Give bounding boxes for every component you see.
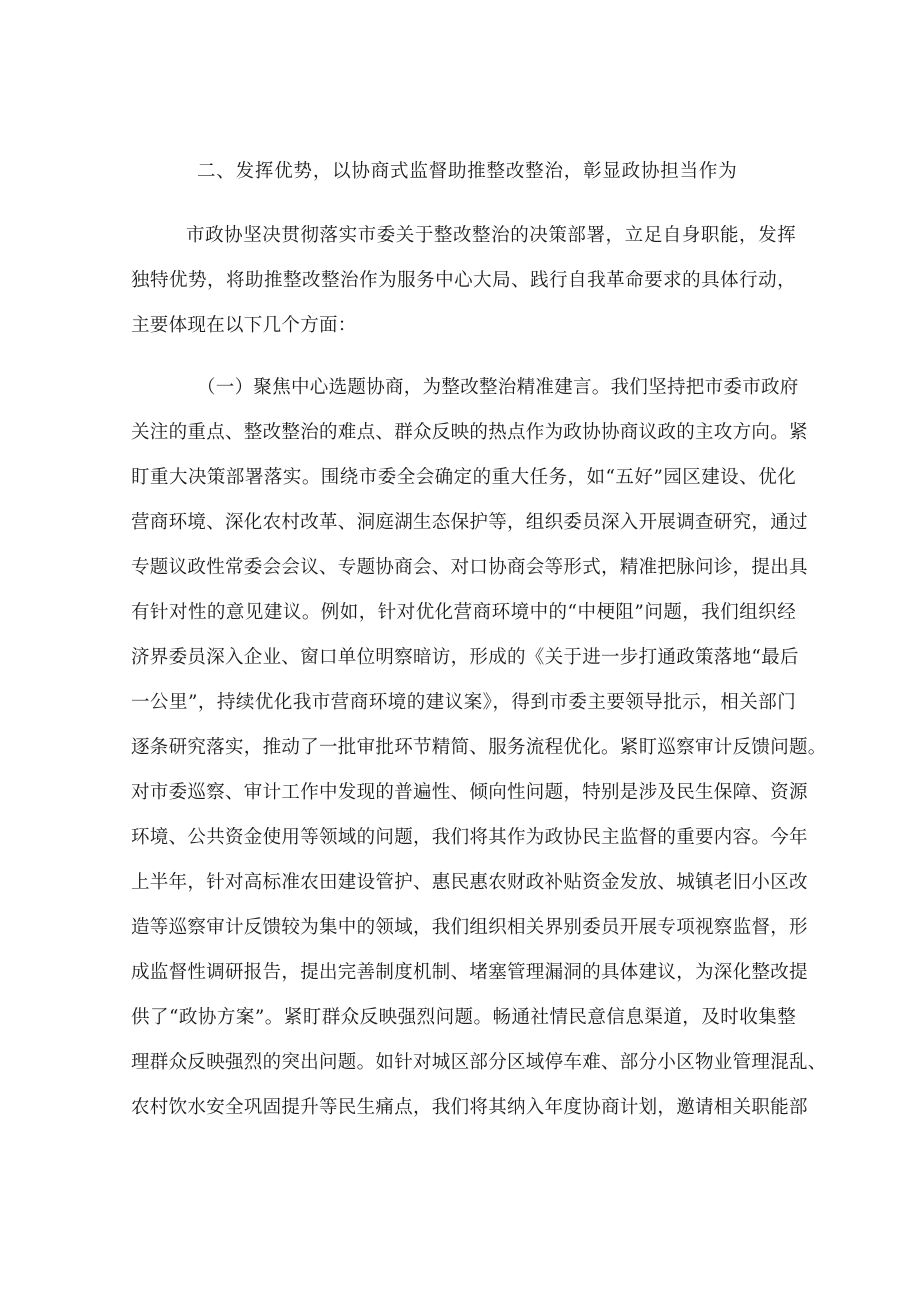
section1-line-15 — [131, 1005, 796, 1031]
section1-line-1-text: （一）聚焦中心选题协商，为整改整治精准建言。我们坚持把市委市政府 — [197, 377, 799, 398]
section1-line-13-text: 造等巡察审计反馈较为集中的领域，我们组织相关界别委员开展专项视察监督，形 — [131, 917, 808, 938]
section-heading-text: 二、发挥优势，以协商式监督助推整改整治，彰显政协担当作为 — [197, 161, 737, 182]
section1-line-9 — [131, 735, 827, 761]
section1-line-16-text: 理群众反映强烈的突出问题。如针对城区部分区域停车难、部分小区物业管理混乱、 — [131, 1052, 827, 1073]
section1-line-3-text: 盯重大决策部署落实。围绕市委全会确定的重大任务，如“五好”园区建设、优化 — [131, 467, 796, 488]
section1-line-5 — [131, 555, 808, 581]
intro-line-3-text: 主要体现在以下几个方面： — [131, 315, 357, 336]
section1-line-17 — [131, 1095, 808, 1121]
section1-line-8 — [131, 690, 796, 716]
intro-line-2-text: 独特优势，将助推整改整治作为服务中心大局、践行自我革命要求的具体行动， — [131, 270, 796, 291]
section1-line-4 — [131, 510, 808, 536]
section1-line-6 — [131, 600, 796, 626]
section1-line-5-text: 专题议政性常委会会议、专题协商会、对口协商会等形式，精准把脉问诊，提出具 — [131, 557, 808, 578]
section1-line-7 — [131, 645, 799, 671]
section1-line-9-text: 逐条研究落实，推动了一批审批环节精简、服务流程优化。紧盯巡察审计反馈问题。 — [131, 737, 827, 758]
section1-line-12 — [131, 870, 808, 896]
section1-line-15-text: 供了“政协方案”。紧盯群众反映强烈问题。畅通社情民意信息渠道，及时收集整 — [131, 1007, 796, 1028]
section1-line-14 — [131, 960, 808, 986]
section1-line-16 — [131, 1050, 827, 1076]
section1-line-7-text: 济界委员深入企业、窗口单位明察暗访，形成的《关于进一步打通政策落地“最后 — [131, 647, 799, 668]
section1-line-1 — [197, 375, 799, 401]
section1-line-4-text: 营商环境、深化农村改革、洞庭湖生态保护等，组织委员深入开展调查研究，通过 — [131, 512, 808, 533]
section1-line-10-text: 对市委巡察、审计工作中发现的普遍性、倾向性问题，特别是涉及民生保障、资源 — [131, 782, 808, 803]
section1-line-3 — [131, 465, 796, 491]
section1-line-13 — [131, 915, 808, 941]
intro-line-2 — [131, 268, 796, 294]
section1-line-8-text: 一公里”，持续优化我市营商环境的建议案》，得到市委主要领导批示，相关部门 — [131, 692, 796, 713]
section1-line-11 — [131, 825, 808, 851]
section1-line-6-text: 有针对性的意见建议。例如，针对优化营商环境中的“中梗阻”问题，我们组织经 — [131, 602, 796, 623]
section1-line-14-text: 成监督性调研报告，提出完善制度机制、堵塞管理漏洞的具体建议，为深化整改提 — [131, 962, 808, 983]
section1-line-2 — [131, 420, 808, 446]
section1-line-11-text: 环境、公共资金使用等领域的问题，我们将其作为政协民主监督的重要内容。今年 — [131, 827, 808, 848]
section1-line-2-text: 关注的重点、整改整治的难点、群众反映的热点作为政协协商议政的主攻方向。紧 — [131, 422, 808, 443]
intro-line-1 — [186, 223, 796, 249]
section1-line-12-text: 上半年，针对高标准农田建设管护、惠民惠农财政补贴资金发放、城镇老旧小区改 — [131, 872, 808, 893]
section1-line-17-text: 农村饮水安全巩固提升等民生痛点，我们将其纳入年度协商计划，邀请相关职能部 — [131, 1097, 808, 1118]
section-heading — [197, 159, 737, 185]
section1-line-10 — [131, 780, 808, 806]
intro-line-1-text: 市政协坚决贯彻落实市委关于整改整治的决策部署，立足自身职能，发挥 — [186, 225, 796, 246]
intro-line-3 — [131, 313, 451, 339]
